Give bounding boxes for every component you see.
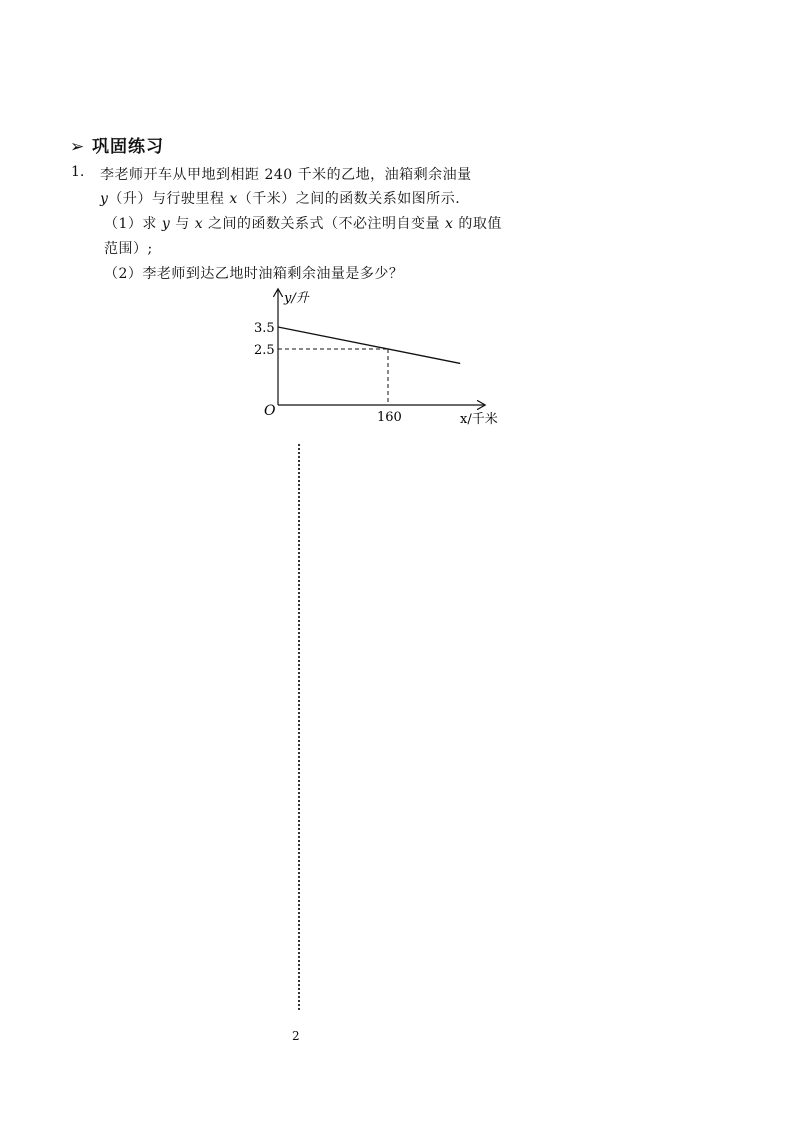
function-line (278, 327, 460, 363)
x-axis-label: x/千米 (460, 412, 498, 427)
dotted-divider (298, 444, 300, 1010)
question-part-1 (104, 213, 502, 233)
part1-text-3: 之间的函数关系式（不必注明自变量 (203, 216, 445, 232)
arrow-bullet-icon: ➢ (70, 137, 86, 157)
page-number: 2 (292, 1029, 300, 1043)
origin-label: O (264, 403, 276, 419)
y-tick-label-3.5: 3.5 (254, 321, 275, 336)
section-heading (70, 132, 164, 157)
var-y: y (100, 191, 109, 207)
var-y: y (161, 216, 171, 232)
fuel-graph (248, 284, 518, 434)
question-part-1-cont: 范围）; (104, 241, 153, 257)
line2-text-1: （升）与行驶里程 (108, 191, 230, 207)
y-axis-label: y/升 (284, 291, 309, 306)
part1-text-1: （1）求 (104, 216, 162, 232)
question-line-2 (100, 188, 460, 208)
var-x: x (194, 216, 204, 232)
x-tick-label-160: 160 (377, 410, 402, 425)
line2-text-2: （千米）之间的函数关系如图所示. (237, 191, 461, 207)
part1-text-4: 的取值 (453, 216, 502, 232)
question-number: 1. (71, 164, 85, 180)
question-line-1: 李老师开车从甲地到相距 240 千米的乙地，油箱剩余油量 (100, 167, 472, 183)
var-x: x (229, 191, 238, 207)
var-x: x (445, 216, 454, 232)
section-title-text: 巩固练习 (92, 137, 164, 157)
y-tick-label-2.5: 2.5 (254, 343, 275, 358)
part1-text-2: 与 (170, 216, 195, 232)
question-part-2: （2）李老师到达乙地时油箱剩余油量是多少？ (104, 266, 404, 282)
